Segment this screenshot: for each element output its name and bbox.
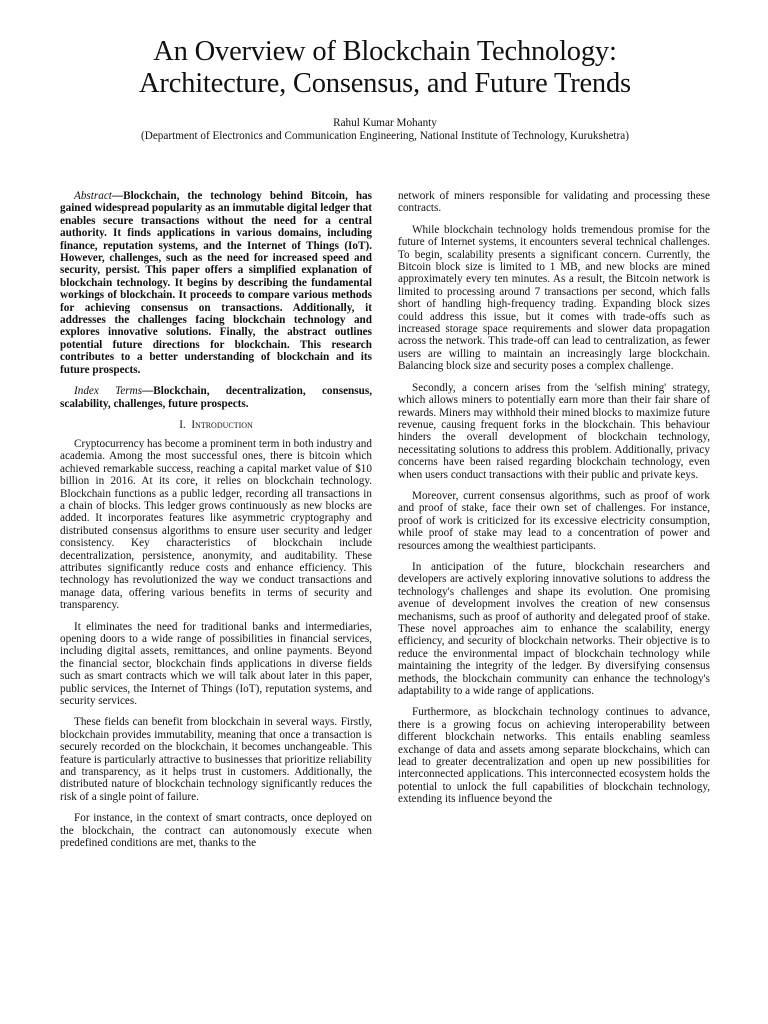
two-column-body	[60, 190, 710, 859]
abstract-lead: Abstract	[74, 190, 112, 202]
section-title: Introduction	[191, 418, 253, 431]
index-terms	[60, 385, 372, 410]
author-name: Rahul Kumar Mohanty	[333, 117, 437, 129]
paragraph: Secondly, a concern arises from the 'selfish mining' strategy, which allows miners to potentially earn more than their fair share of rewards. Miners may withhold their mined blocks to maximize future revenue, causing frequent forks in the blockchain. This behaviour hinders the overall development of blockchain technology, necessitating solutions to address this problem. Additionally, privacy concerns have been raised regarding blockchain technology, even when users conduct transactions with their public and private keys.	[398, 381, 710, 481]
abstract	[60, 190, 372, 376]
paragraph: In anticipation of the future, blockchain researchers and developers are actively exploring innovative solutions to address the technology's challenges and shape its evolution. One promising avenue of development involves the creation of new consensus mechanisms, such as proof of authority and delegated proof of stake. These novel approaches aim to enhance the scalability, energy efficiency, and security of blockchain networks. Their objective is to reduce the environmental impact of blockchain technology while maintaining the integrity of the ledger. By diversifying consensus methods, the blockchain community can enhance the technology's adaptability to a wide range of applications.	[398, 560, 710, 698]
paragraph: For instance, in the context of smart contracts, once deployed on the blockchain, the contract can autonomously execute when predefined conditions are met, thanks to the	[60, 812, 372, 850]
section-heading-introduction	[60, 419, 372, 431]
paragraph: While blockchain technology holds tremendous promise for the future of Internet systems, it encounters several technical challenges. To begin, scalability presents a significant concern. Currently, the Bitcoin block size is limited to 1 MB, and new blocks are mined approximately every ten minutes. As a result, the Bitcoin network is limited to processing around 7 transactions per second, which falls short of handling high-frequency trading. Expanding block sizes could address this issue, but it comes with trade-offs such as increased storage space requirements and slower data propagation across the network. This trade-off can lead to centralization, as fewer users are willing to maintain an increasingly large blockchain. Balancing block size and security poses a complex challenge.	[398, 223, 710, 373]
paper-title	[60, 36, 710, 100]
paragraph-continuation: network of miners responsible for validating and processing these contracts.	[398, 190, 710, 215]
right-column	[398, 190, 710, 859]
title-line-1: An Overview of Blockchain Technology:	[153, 36, 617, 67]
paragraph: It eliminates the need for traditional banks and intermediaries, opening doors to a wide range of possibilities in financial services, including digital assets, remittances, and online payments. Beyond the financial sector, blockchain finds applications in diverse fields such as smart contracts which we will talk about later in this paper, public services, the Internet of Things (IoT), reputation systems, and security services.	[60, 620, 372, 708]
paragraph: Moreover, current consensus algorithms, such as proof of work and proof of stake, face their own set of challenges. For instance, proof of work is criticized for its excessive electricity consumption, while proof of stake may lead to a concentration of power and resources among the wealthiest participants.	[398, 489, 710, 552]
paragraph: Cryptocurrency has become a prominent term in both industry and academia. Among the most successful ones, there is bitcoin which achieved remarkable success, reaching a capital market value of $10 billion in 2016. At its core, it relies on blockchain technology. Blockchain functions as a public ledger, recording all transactions in a chain of blocks. This ledger grows continuously as new blocks are added. It incorporates features like asymmetric cryptography and distributed consensus algorithms to ensure user security and ledger consistency. Key characteristics of blockchain include decentralization, persistence, anonymity, and auditability. These attributes significantly reduce costs and enhance efficiency. This technology has revolutionized the way we conduct transactions and manage data, offering various benefits in terms of security and transparency.	[60, 437, 372, 612]
paragraph: These fields can benefit from blockchain in several ways. Firstly, blockchain provides immutability, meaning that once a transaction is securely recorded on the blockchain, it becomes unchangeable. This feature is particularly attractive to businesses that prioritize reliability and transparency, as it helps trust in customers. Additionally, the distributed nature of blockchain technology significantly reduces the risk of a single point of failure.	[60, 716, 372, 803]
author-affiliation: (Department of Electronics and Communication Engineering, National Institute of Technology, Kurukshetra)	[141, 130, 629, 142]
title-line-2: Architecture, Consensus, and Future Trends	[139, 68, 631, 99]
index-terms-text: —Blockchain, decentralization, consensus, scalability, challenges, future prospects.	[60, 385, 372, 410]
paragraph: Furthermore, as blockchain technology continues to advance, there is a growing focus on achieving interoperability between different blockchain networks. This entails enabling seamless exchange of data and assets among separate blockchains, which can lead to greater decentralization and open up new possibilities for interconnected applications. This interconnected ecosystem holds the potential to unlock the full capabilities of blockchain technology, extending its influence beyond the	[398, 706, 710, 806]
abstract-text: —Blockchain, the technology behind Bitcoin, has gained widespread popularity as an immutable digital ledger that enables secure transactions without the need for a central authority. It finds applications in various domains, including finance, reputation systems, and the Internet of Things (IoT). However, challenges, such as the need for increased speed and security, persist. This paper offers a simplified explanation of blockchain technology. It begins by describing the fundamental workings of blockchain. It proceeds to compare various methods for achieving consensus on transactions. Additionally, it addresses the challenges facing blockchain technology and explores innovative solutions. Finally, the abstract outlines potential future directions for blockchain. This research contributes to a better understanding of blockchain and its future prospects.	[60, 190, 372, 376]
index-terms-lead: Index Terms	[74, 385, 143, 398]
left-column	[60, 190, 372, 859]
section-number: I.	[179, 418, 186, 431]
